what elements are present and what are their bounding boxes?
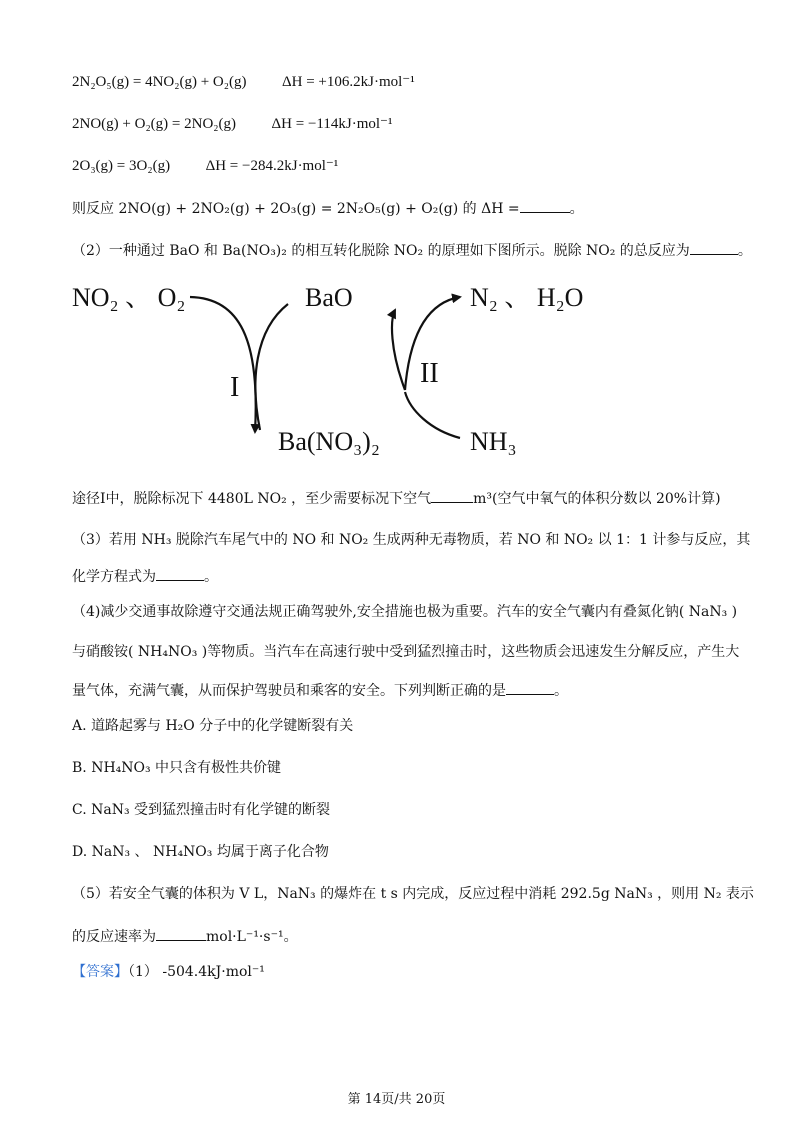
question-3-prefix: 化学方程式为 — [72, 569, 156, 585]
answer-blank — [690, 240, 738, 255]
question-2-text: （2）一种通过 BaO 和 Ba(NO₃)₂ 的相互转化脱除 NO₂ 的原理如下图所示。脱除 NO₂ 的总反应为 — [72, 243, 690, 259]
diagram-path-one-label: I — [230, 372, 240, 403]
question-2-line — [72, 240, 752, 261]
equation-2 — [72, 114, 392, 134]
question-4-line-1: （4)减少交通事故除遵守交通法规正确驾驶外,安全措施也极为重要。汽车的安全气囊内有叠氮化钠( NaN₃ ) — [72, 604, 738, 620]
answer-text: （1） -504.4kJ·mol⁻¹ — [128, 964, 265, 980]
answer-blank — [156, 566, 204, 581]
equation-3-dh: ΔH = −284.2kJ·mol⁻¹ — [205, 158, 339, 174]
equation-1-text: 2N₂O₅(g) = 4NO₂(g) + O₂(g) — [72, 74, 247, 90]
option-c: C. NaN₃ 受到猛烈撞击时有化学键的断裂 — [72, 802, 331, 818]
answer-blank — [431, 488, 473, 503]
equation-2-text: 2NO(g) + O₂(g) = 2NO₂(g) — [72, 116, 237, 132]
question-5-line-1: （5）若安全气囊的体积为 V L，NaN₃ 的爆炸在 t s 内完成，反应过程中消耗 292.5g NaN₃ ，则用 N₂ 表示 — [72, 886, 754, 902]
equation-1 — [72, 72, 415, 92]
equation-3-text: 2O₃(g) = 3O₂(g) — [72, 158, 171, 174]
answer-blank — [156, 926, 206, 941]
question-2b-prefix: 途径I中，脱除标况下 4480L NO₂ ，至少需要标况下空气 — [72, 491, 432, 507]
question-3-suffix: 。 — [204, 569, 218, 585]
question-3-line-2 — [72, 566, 218, 587]
question-4-prefix: 量气体，充满气囊，从而保护驾驶员和乘客的安全。下列判断正确的是 — [72, 683, 506, 699]
bao-cycle-diagram — [60, 270, 620, 470]
page-footer: 第 14页/共 20页 — [347, 1092, 446, 1107]
question-2b-line — [72, 488, 721, 509]
diagram-arrow-to-bao — [392, 310, 405, 390]
question-3-line-1: （3）若用 NH₃ 脱除汽车尾气中的 NO 和 NO₂ 生成两种无毒物质，若 NO 和 NO₂ 以 1：1 计参与反应，其 — [72, 532, 751, 548]
answer-label: 【答案】 — [72, 964, 128, 980]
diagram-ba-nitrate: Ba(NO₃)₂ — [278, 427, 380, 456]
question-4-line-3 — [72, 680, 568, 701]
equation-3 — [72, 156, 338, 176]
diagram-arrow-bao-to-nitrate — [255, 304, 288, 430]
diagram-bao: BaO — [305, 283, 353, 312]
question-2b-suffix: m³(空气中氧气的体积分数以 20%计算) — [473, 491, 721, 507]
question-1-suffix: 。 — [569, 201, 584, 217]
diagram-arrow-nh3 — [405, 392, 460, 438]
option-b: B. NH₄NO₃ 中只含有极性共价键 — [72, 760, 282, 776]
answer-blank — [506, 680, 554, 695]
question-4-suffix: 。 — [554, 683, 568, 699]
question-2-suffix: 。 — [737, 243, 752, 259]
equation-1-dh: ΔH = +106.2kJ·mol⁻¹ — [281, 74, 415, 90]
diagram-nh3: NH₃ — [470, 427, 517, 456]
question-5-prefix: 的反应速率为 — [72, 929, 156, 945]
option-a: A. 道路起雾与 H₂O 分子中的化学键断裂有关 — [72, 718, 354, 734]
diagram-products: N₂ 、 H₂O — [470, 283, 584, 312]
option-d: D. NaN₃ 、 NH₄NO₃ 均属于离子化合物 — [72, 844, 329, 860]
question-5-suffix: mol·L⁻¹·s⁻¹。 — [206, 929, 298, 945]
diagram-path-two-label: II — [420, 358, 439, 389]
diagram-reactants: NO₂ 、 O₂ — [72, 283, 186, 312]
answer-line — [72, 962, 265, 982]
question-5-line-2 — [72, 926, 298, 947]
question-1-prefix: 则反应 2NO(g) + 2NO₂(g) + 2O₃(g) = 2N₂O₅(g) + O₂(g) 的 ΔH = — [72, 201, 520, 217]
equation-2-dh: ΔH = −114kJ·mol⁻¹ — [271, 116, 393, 132]
question-1-line — [72, 198, 584, 219]
diagram-arrow-reactants-to-nitrate — [190, 297, 256, 432]
question-4-line-2: 与硝酸铵( NH₄NO₃ )等物质。当汽车在高速行驶中受到猛烈撞击时，这些物质会迅速发生分解反应，产生大 — [72, 644, 740, 660]
answer-blank — [520, 198, 570, 213]
